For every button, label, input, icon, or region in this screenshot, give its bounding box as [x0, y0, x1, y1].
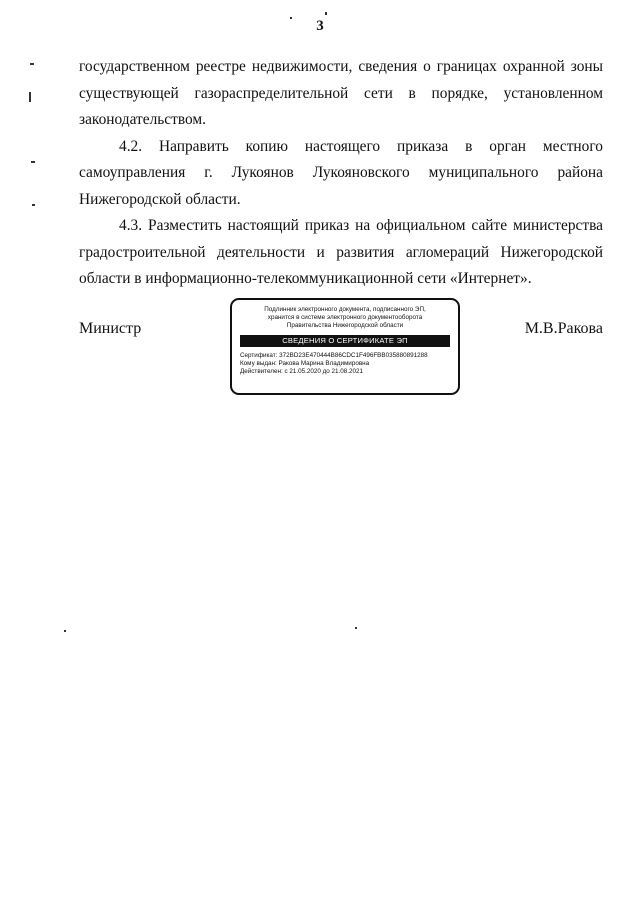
- signer-position: Министр: [79, 320, 142, 337]
- scan-artifact: [64, 630, 66, 632]
- stamp-title-bar: СВЕДЕНИЯ О СЕРТИФИКАТЕ ЭП: [240, 335, 450, 347]
- signature-row: [79, 306, 603, 410]
- paragraph-continuation: [79, 54, 603, 134]
- stamp-header-line: Правительства Нижегородской области: [286, 322, 404, 329]
- certificate-value: 372BD23E470444B86CDC1F496FBB035880891288: [279, 352, 428, 359]
- justified-line-2: существующей газораспределительной сети в порядке, установленном: [79, 84, 603, 102]
- signer-name: М.В.Ракова: [524, 320, 603, 337]
- electronic-signature-stamp: [230, 298, 460, 395]
- stamp-header-line: Подлинник электронного документа, подписанного ЭП,: [264, 306, 426, 313]
- document-body: [79, 54, 603, 293]
- scan-artifact: [355, 627, 357, 629]
- issued-to-value: Ракова Марина Владимировна: [278, 360, 370, 368]
- paragraph-end-line: законодательством.: [79, 111, 207, 128]
- scan-artifact: [32, 204, 35, 206]
- certificate-label: Сертификат:: [240, 352, 278, 359]
- issued-to-label: Кому выдан:: [240, 360, 277, 368]
- validity-label: Действителен:: [240, 368, 283, 376]
- page-number: 3: [316, 18, 324, 34]
- paragraph-4-3: 4.3. Разместить настоящий приказ на официальном сайте министерства градостроительной деятельности и развития агломераций Нижегородской области в информационно-телекоммуникационной сети «Интернет».: [79, 217, 603, 287]
- paragraph-4-2: 4.2. Направить копию настоящего приказа в орган местного самоуправления г. Лукоянов Лукояновского муниципального района Нижегородской области.: [79, 137, 603, 208]
- validity-line: [240, 368, 450, 376]
- scan-artifact: [290, 17, 292, 19]
- stamp-header-line: хранится в системе электронного документооборота: [267, 314, 423, 321]
- scan-artifact: [29, 92, 31, 102]
- scan-artifact: [31, 161, 35, 163]
- stamp-details: [240, 352, 450, 377]
- certificate-line: [240, 352, 450, 360]
- scan-artifact: [325, 12, 327, 15]
- scan-artifact: [30, 63, 34, 65]
- validity-value: с 21.05.2020 до 21.08.2021: [284, 368, 364, 376]
- justified-line-1: государственном реестре недвижимости, сведения о границах охранной зоны: [79, 58, 603, 75]
- stamp-header: [240, 306, 450, 330]
